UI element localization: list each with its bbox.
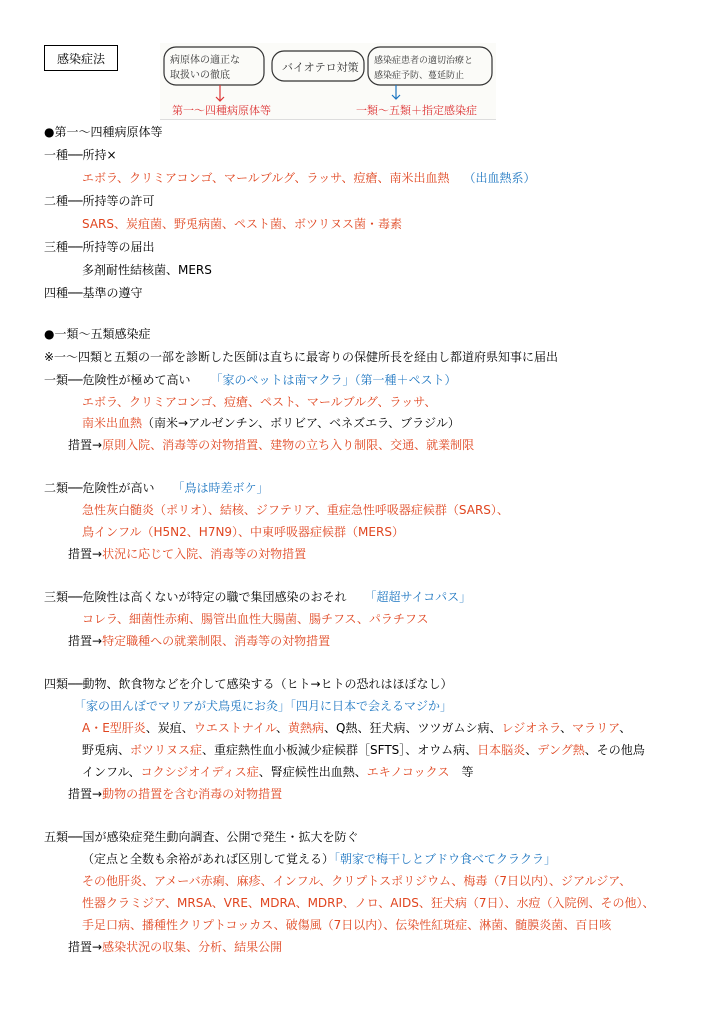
class-4-l3-2: 、腎症候性出血熱、 — [258, 765, 367, 779]
class-4-l2-0: 野兎病、 — [82, 743, 131, 757]
class-4-measure-text: 動物の措置を含む消毒の対物措置 — [102, 787, 283, 801]
class-2-items-2: 鳥インフル（H5N2、H7N9）、中東呼吸器症候群（MERS） — [82, 525, 404, 539]
class-4-l1-1: 、炭疽、 — [145, 721, 194, 735]
class-2-measure-text: 状況に応じて入院、消毒等の対物措置 — [102, 547, 307, 561]
class-4-l1-7: 、 — [560, 721, 573, 735]
class-3-mnemonic: 「超超サイコパス」 — [364, 590, 472, 604]
class-4-l2-3: 日本脳炎 — [477, 743, 526, 757]
class-4-mnemonic: 「家の田んぼでマリアが犬鳥兎にお灸」「四月に日本で会えるマジか」 — [74, 699, 453, 713]
pathogen-class-3-items: 多剤耐性結核菌、MERS — [82, 263, 212, 277]
class-5-sub: （定点と全数も余裕があれば区別して覚える） — [82, 852, 335, 866]
class-4-l2-4: 、 — [525, 743, 538, 757]
handwritten-red2: 一類～五類＋指定感染症 — [356, 104, 477, 117]
pathogen-class-1-label: 一種──所持× — [44, 148, 117, 162]
pathogen-class-2-label: 二種──所持等の許可 — [44, 194, 155, 208]
class-5-measure-text: 感染状況の収集、分析、結果公開 — [102, 940, 283, 954]
handwritten-box3-line2: 感染症予防、蔓延防止 — [374, 71, 465, 81]
class-4-l3-1: コクシジオイディス症 — [140, 765, 259, 779]
class-3-measure-label: 措置→ — [68, 634, 103, 648]
class-5-items-2: 性器クラミジア、MRSA、VRE、MDRA、MDRP、ノロ、AIDS、狂犬病（7日）、水痘（入院例、その他）、 — [82, 896, 655, 910]
class-1-label: 一類──危険性が極めて高い — [44, 373, 191, 387]
pathogen-class-1-list: エボラ、クリミアコンゴ、マールブルグ、ラッサ、痘瘡、南米出血熱 — [82, 171, 450, 185]
pathogen-class-3-label: 三種──所持等の届出 — [44, 240, 155, 254]
class-4-l1-4: 黄熱病 — [288, 721, 325, 735]
pathogen-class-1-note: （出血熱系） — [463, 171, 536, 185]
class-2-mnemonic: 「鳥は時差ボケ」 — [172, 481, 269, 495]
class-4-l1-6: レジオネラ — [501, 721, 561, 735]
handwritten-box3-line1: 感染症患者の適切治療と — [374, 56, 474, 66]
page-title: 感染症法 — [44, 45, 118, 71]
class-1-items-2 — [82, 415, 460, 431]
class-4-l1-8: マラリア — [572, 721, 620, 735]
class-1-south-america: 南米出血熱 — [82, 416, 143, 430]
class-4-items-1 — [82, 720, 631, 736]
class-5-sub-line — [82, 851, 556, 867]
section-heading-pathogens: ●第一～四種病原体等 — [44, 125, 163, 139]
class-1-measure-text: 原則入院、消毒等の対物措置、建物の立ち入り制限、交通、就業制限 — [102, 438, 475, 452]
handwritten-red1: 第一～四種病原体等 — [172, 104, 271, 117]
handwritten-box2: バイオテロ対策 — [282, 61, 359, 74]
class-4-l2-5: デング熱 — [537, 743, 585, 757]
class-1-header — [44, 372, 456, 388]
class-2-header — [44, 480, 268, 496]
class-4-l3-4: 等 — [449, 765, 474, 779]
class-4-l2-6: 、その他鳥 — [584, 743, 645, 757]
class-1-items-1: エボラ、クリミアコンゴ、痘瘡、ペスト、マールブルグ、ラッサ、 — [82, 395, 437, 409]
class-4-l1-9: 、 — [619, 721, 632, 735]
class-3-measure — [68, 633, 330, 649]
class-4-l1-5: 、Q熱、狂犬病、ツツガムシ病、 — [324, 721, 502, 735]
class-3-measure-text: 特定職種への就業制限、消毒等の対物措置 — [102, 634, 331, 648]
class-4-l3-0: インフル、 — [82, 765, 141, 779]
class-5-measure — [68, 939, 282, 955]
class-4-items-2 — [82, 742, 645, 758]
class-1-mnemonic: 「家のペットは南マクラ」 — [210, 373, 355, 387]
handwritten-box1-line1: 病原体の適正な — [170, 55, 240, 66]
class-3-header — [44, 589, 471, 605]
class-5-label: 五類──国が感染症発生動向調査、公開で発生・拡大を防ぐ — [44, 830, 359, 844]
class-4-l3-3: エキノコックス — [366, 765, 450, 779]
class-2-label: 二類──危険性が高い — [44, 481, 155, 495]
class-4-l1-2: ウエストナイル — [193, 721, 277, 735]
section-heading-diseases: ●一類～五類感染症 — [44, 327, 151, 341]
class-5-items-1: その他肝炎、アメーバ赤痢、麻疹、インフル、クリプトスポリジウム、梅毒（7日以内）、ジアルジア、 — [82, 874, 632, 888]
class-5-measure-label: 措置→ — [68, 940, 103, 954]
class-2-measure — [68, 546, 306, 562]
class-5-items-3: 手足口病、播種性クリプトコッカス、破傷風（7日以内）、伝染性紅斑症、淋菌、髄膜炎菌、百日咳 — [82, 918, 612, 932]
class-2-measure-label: 措置→ — [68, 547, 103, 561]
class-4-l1-3: 、 — [276, 721, 289, 735]
class-5-mnemonic: 「朝家で梅干しとブドウ食べてクラクラ」 — [334, 852, 557, 866]
reporting-note: ※一～四類と五類の一部を診断した医師は直ちに最寄りの保健所長を経由し都道府県知事に届出 — [44, 350, 559, 364]
class-4-label: 四類──動物、飲食物などを介して感染する（ヒト→ヒトの恐れはほぼなし） — [44, 677, 453, 691]
class-4-items-3 — [82, 764, 474, 780]
handwritten-box1-line2: 取扱いの徹底 — [170, 70, 230, 81]
class-3-label: 三類──危険性は高くないが特定の職で集団感染のおそれ — [44, 590, 347, 604]
class-1-measure-label: 措置→ — [68, 438, 103, 452]
class-4-l1-0: A・E型肝炎 — [82, 721, 146, 735]
class-2-items-1: 急性灰白髄炎（ポリオ）、結核、ジフテリア、重症急性呼吸器症候群（SARS）、 — [82, 503, 509, 517]
class-1-sub: （第一種＋ペスト） — [354, 373, 457, 387]
class-4-measure — [68, 786, 282, 802]
pathogen-class-2-items: SARS、炭疽菌、野兎病菌、ペスト菌、ボツリヌス菌・毒素 — [82, 217, 403, 231]
class-4-l2-1: ボツリヌス症 — [130, 743, 203, 757]
pathogen-class-4-label: 四種──基準の遵守 — [44, 286, 143, 300]
pathogen-class-1-items — [82, 170, 535, 186]
class-1-measure — [68, 437, 474, 453]
class-4-measure-label: 措置→ — [68, 787, 103, 801]
class-4-l2-2: 、重症熱性血小板減少症候群［SFTS］、オウム病、 — [202, 743, 478, 757]
class-1-countries: （南米→アルゼンチン、ボリビア、ベネズエラ、ブラジル） — [142, 416, 460, 430]
class-3-items: コレラ、細菌性赤痢、腸管出血性大腸菌、腸チフス、パラチフス — [82, 612, 429, 626]
handwritten-diagram — [160, 43, 496, 120]
